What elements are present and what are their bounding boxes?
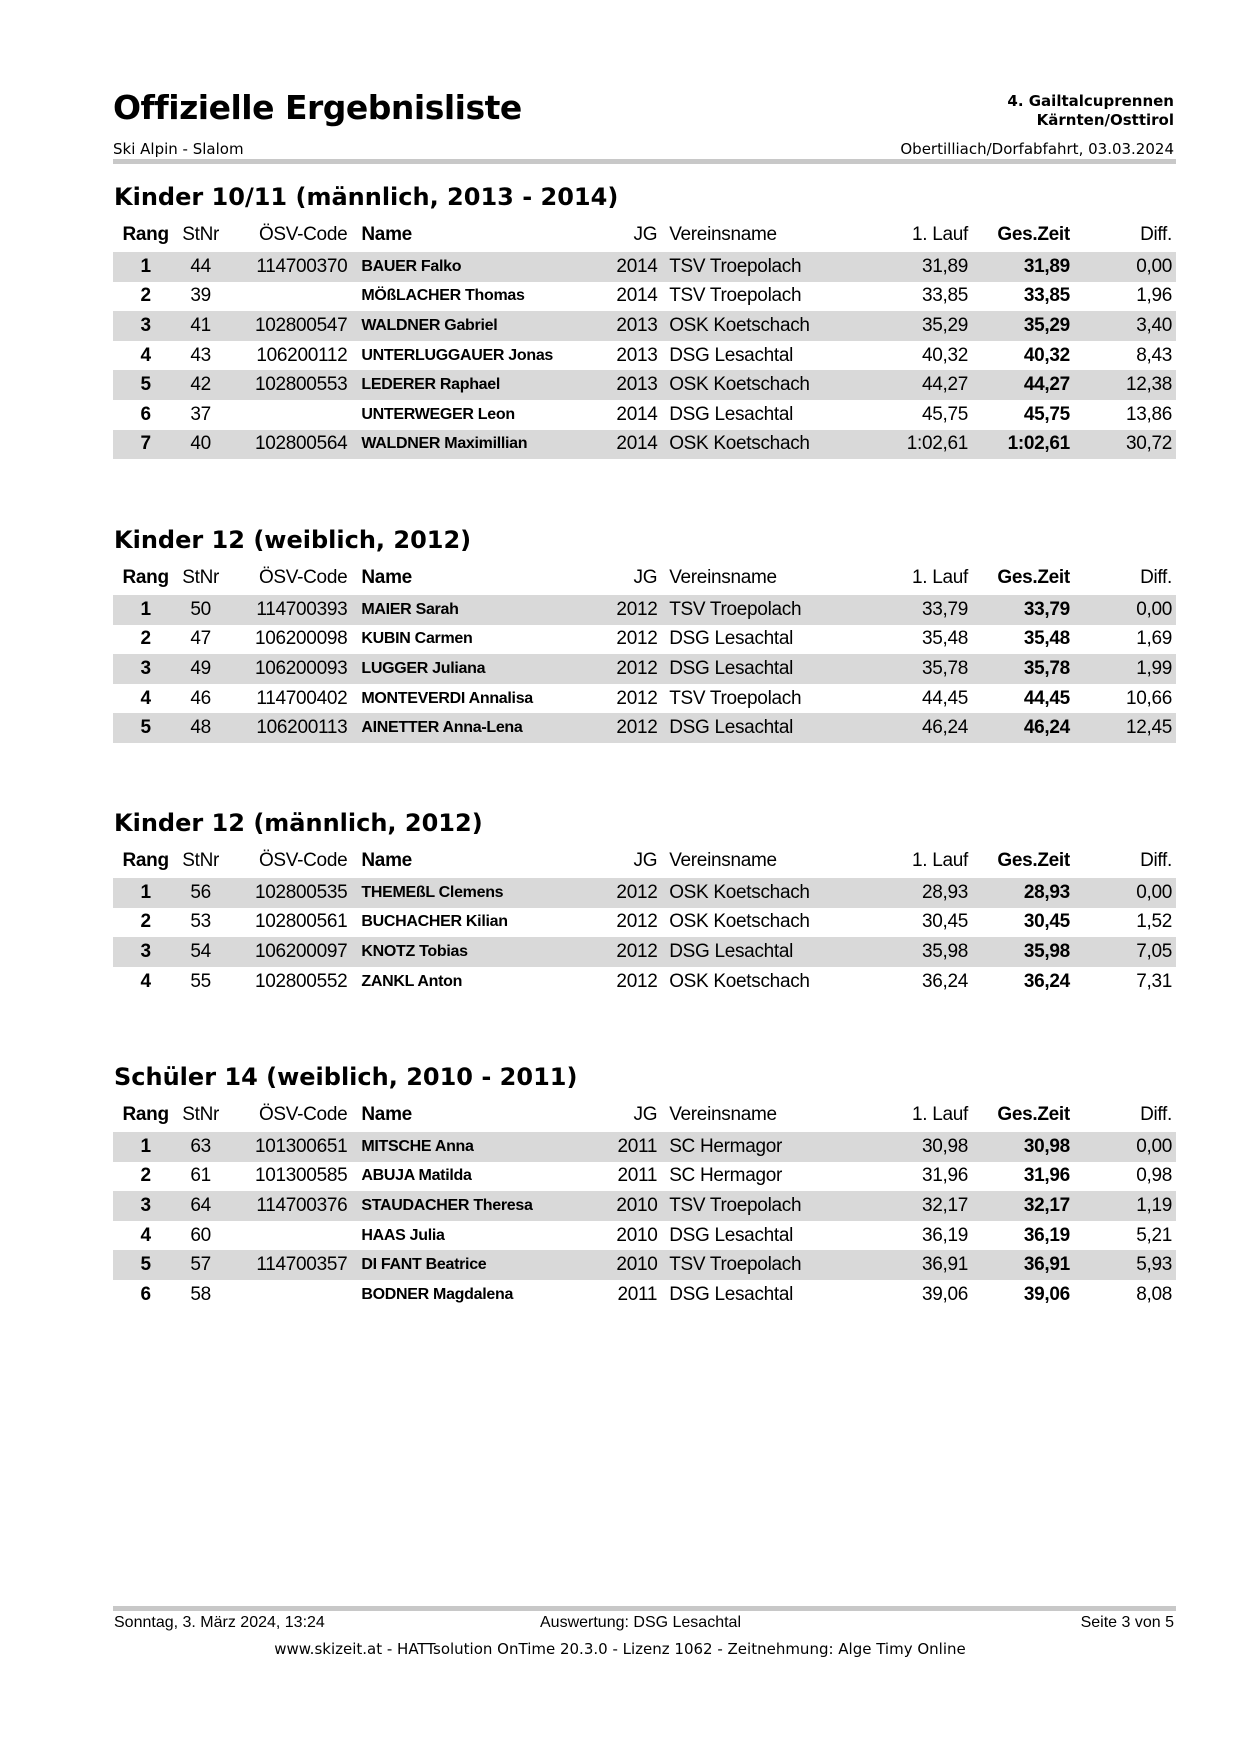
cell-lauf1: 31,96: [921, 1165, 969, 1187]
cell-lauf1: 36,91: [880, 1250, 968, 1280]
cell-verein: DSG Lesachtal: [657, 937, 880, 967]
cell-name: KNOTZ Tobias: [347, 937, 616, 967]
cell-diff: 0,00: [1070, 595, 1176, 625]
cell-lauf1: 35,78: [880, 654, 968, 684]
cell-code: 114700357: [223, 1250, 347, 1280]
cell-lauf1: 28,93: [880, 878, 968, 908]
cell-jg: 2012: [616, 937, 657, 967]
column-header-ges: Ges.Zeit: [997, 1104, 1070, 1125]
cell-stnr: 58: [190, 1283, 211, 1305]
cell-rang: 7: [113, 430, 178, 460]
column-header-diff: Diff.: [1140, 224, 1172, 245]
event-name-line-1: 4. Gailtalcuprennen: [1007, 92, 1174, 110]
section-title: Kinder 12 (männlich, 2012): [114, 809, 483, 837]
cell-stnr: 44: [178, 252, 223, 282]
footer-evaluation: Auswertung: DSG Lesachtal: [540, 1614, 741, 1631]
column-header-code: ÖSV-Code: [258, 224, 348, 245]
cell-rang: 4: [140, 1224, 151, 1246]
column-header-rang: Rang: [122, 1104, 169, 1125]
cell-ges: 1:02,61: [968, 430, 1070, 460]
column-header-ges: Ges.Zeit: [997, 850, 1070, 871]
cell-name: MITSCHE Anna: [347, 1132, 616, 1162]
cell-code: 106200112: [256, 344, 348, 366]
column-header-jg: JG: [633, 1104, 658, 1125]
table-row: [113, 684, 1176, 714]
cell-diff: 7,05: [1070, 937, 1176, 967]
cell-ges: 40,32: [1023, 344, 1070, 366]
table-row: [113, 311, 1176, 341]
cell-jg: 2012: [616, 970, 658, 992]
cell-lauf1: 46,24: [880, 713, 968, 743]
cell-ges: 33,79: [968, 595, 1070, 625]
column-header-jg: JG: [633, 567, 658, 588]
cell-ges: 35,98: [968, 937, 1070, 967]
cell-rang: 1: [113, 252, 178, 282]
results-table: [113, 218, 1176, 459]
cell-code: 114700370: [223, 252, 347, 282]
cell-diff: 8,43: [1136, 344, 1172, 366]
cell-verein: DSG Lesachtal: [669, 628, 794, 650]
cell-name: WALDNER Gabriel: [347, 311, 616, 341]
cell-stnr: 54: [178, 937, 223, 967]
cell-stnr: 40: [178, 430, 223, 460]
cell-ges: 35,78: [968, 654, 1070, 684]
cell-ges: 30,98: [968, 1132, 1070, 1162]
table-row: [113, 625, 1176, 655]
cell-rang: 2: [140, 628, 151, 650]
table-row: [113, 937, 1176, 967]
cell-diff: 0,98: [1136, 1165, 1172, 1187]
cell-ges: 35,29: [968, 311, 1070, 341]
cell-code: 114700376: [223, 1191, 347, 1221]
cell-ges: 31,89: [968, 252, 1070, 282]
table-row: [113, 1250, 1176, 1280]
cell-ges: 32,17: [968, 1191, 1070, 1221]
results-section: [113, 180, 1176, 459]
column-header-stnr: StNr: [182, 567, 220, 588]
cell-diff: 0,00: [1070, 1132, 1176, 1162]
cell-code: 114700402: [256, 687, 348, 709]
table-row: [113, 282, 1176, 312]
table-header-row: [113, 844, 1176, 878]
cell-diff: 30,72: [1070, 430, 1176, 460]
cell-stnr: 37: [190, 403, 211, 425]
cell-rang: 5: [113, 370, 178, 400]
table-row: [113, 1221, 1176, 1251]
cell-stnr: 46: [190, 687, 211, 709]
column-header-lauf1: 1. Lauf: [912, 567, 969, 588]
cell-diff: 8,08: [1136, 1283, 1172, 1305]
column-header-code: ÖSV-Code: [258, 567, 348, 588]
column-header-jg: JG: [633, 850, 658, 871]
cell-code: 102800564: [223, 430, 347, 460]
cell-rang: 3: [113, 311, 178, 341]
cell-stnr: 39: [190, 285, 211, 307]
cell-code: [223, 400, 347, 430]
cell-lauf1: 35,98: [880, 937, 968, 967]
cell-ges: 35,48: [1023, 628, 1070, 650]
column-header-lauf1: 1. Lauf: [912, 1104, 969, 1125]
cell-code: 102800552: [254, 970, 348, 992]
cell-code: [223, 1280, 347, 1310]
cell-verein: DSG Lesachtal: [669, 344, 794, 366]
table-row: [113, 1280, 1176, 1310]
cell-jg: 2010: [616, 1250, 657, 1280]
cell-rang: 2: [140, 285, 151, 307]
cell-stnr: 49: [178, 654, 223, 684]
cell-name: DI FANT Beatrice: [347, 1250, 616, 1280]
cell-jg: 2012: [616, 687, 658, 709]
column-header-verein: Vereinsname: [669, 1104, 777, 1125]
results-section: [113, 806, 1176, 996]
cell-verein: DSG Lesachtal: [657, 713, 880, 743]
table-header-row: [113, 561, 1176, 595]
column-header-code: ÖSV-Code: [258, 1104, 348, 1125]
cell-jg: 2013: [616, 370, 657, 400]
cell-jg: 2014: [616, 403, 658, 425]
cell-lauf1: 1:02,61: [880, 430, 968, 460]
cell-name: BODNER Magdalena: [361, 1285, 514, 1303]
cell-lauf1: 39,06: [921, 1283, 969, 1305]
cell-verein: TSV Troepolach: [669, 285, 802, 307]
table-row: [113, 654, 1176, 684]
cell-stnr: 50: [178, 595, 223, 625]
results-table: [113, 561, 1176, 743]
cell-code: 102800553: [223, 370, 347, 400]
cell-verein: OSK Koetschach: [669, 970, 810, 992]
cell-name: STAUDACHER Theresa: [347, 1191, 616, 1221]
column-header-verein: Vereinsname: [669, 567, 777, 588]
event-name-line-2: Kärnten/Osttirol: [1036, 111, 1174, 129]
column-header-name: Name: [361, 567, 412, 588]
cell-diff: 12,38: [1070, 370, 1176, 400]
cell-verein: OSK Koetschach: [657, 878, 880, 908]
cell-verein: DSG Lesachtal: [669, 1283, 794, 1305]
cell-rang: 2: [140, 1165, 151, 1187]
cell-rang: 1: [113, 878, 178, 908]
event-name: [1007, 92, 1174, 130]
cell-rang: 4: [140, 687, 151, 709]
cell-jg: 2010: [616, 1224, 658, 1246]
cell-jg: 2012: [616, 654, 657, 684]
cell-diff: 7,31: [1136, 970, 1172, 992]
cell-lauf1: 45,75: [921, 403, 969, 425]
cell-lauf1: 33,79: [880, 595, 968, 625]
column-header-name: Name: [361, 224, 412, 245]
cell-diff: 13,86: [1125, 403, 1172, 425]
cell-verein: DSG Lesachtal: [669, 1224, 794, 1246]
table-row: [113, 341, 1176, 371]
cell-verein: DSG Lesachtal: [657, 654, 880, 684]
cell-lauf1: 30,45: [921, 911, 969, 933]
cell-verein: TSV Troepolach: [669, 687, 802, 709]
page-header: [113, 88, 1176, 162]
cell-name: ABUJA Matilda: [361, 1167, 472, 1185]
cell-code: 114700393: [223, 595, 347, 625]
cell-diff: 5,21: [1136, 1224, 1172, 1246]
cell-diff: 1,19: [1070, 1191, 1176, 1221]
cell-lauf1: 44,27: [880, 370, 968, 400]
table-row: [113, 713, 1176, 743]
venue-date: Obertilliach/Dorfabfahrt, 03.03.2024: [900, 140, 1174, 158]
cell-lauf1: 36,19: [921, 1224, 969, 1246]
column-header-rang: Rang: [122, 850, 169, 871]
cell-diff: 12,45: [1070, 713, 1176, 743]
column-header-name: Name: [361, 850, 412, 871]
cell-diff: 1,99: [1070, 654, 1176, 684]
cell-name: ZANKL Anton: [361, 972, 463, 990]
cell-rang: 1: [113, 1132, 178, 1162]
cell-lauf1: 35,29: [880, 311, 968, 341]
column-header-diff: Diff.: [1140, 1104, 1172, 1125]
column-header-name: Name: [361, 1104, 412, 1125]
cell-code: 106200093: [223, 654, 347, 684]
cell-code: 102800547: [223, 311, 347, 341]
cell-name: BAUER Falko: [347, 252, 616, 282]
cell-lauf1: 33,85: [921, 285, 969, 307]
cell-ges: 31,96: [1023, 1165, 1070, 1187]
cell-code: 101300585: [254, 1165, 348, 1187]
cell-diff: 1,69: [1136, 628, 1172, 650]
cell-verein: SC Hermagor: [669, 1165, 783, 1187]
cell-verein: TSV Troepolach: [657, 595, 880, 625]
cell-jg: 2013: [616, 311, 657, 341]
column-header-ges: Ges.Zeit: [997, 567, 1070, 588]
cell-verein: SC Hermagor: [657, 1132, 880, 1162]
cell-ges: 28,93: [968, 878, 1070, 908]
cell-code: [223, 1221, 347, 1251]
cell-stnr: 56: [178, 878, 223, 908]
cell-stnr: 57: [178, 1250, 223, 1280]
column-header-stnr: StNr: [182, 224, 220, 245]
table-row: [113, 878, 1176, 908]
cell-lauf1: 40,32: [921, 344, 969, 366]
cell-verein: OSK Koetschach: [669, 911, 810, 933]
column-header-code: ÖSV-Code: [258, 850, 348, 871]
cell-name: THEMEßL Clemens: [347, 878, 616, 908]
cell-rang: 5: [113, 1250, 178, 1280]
table-row: [113, 1132, 1176, 1162]
cell-stnr: 43: [190, 344, 211, 366]
cell-jg: 2013: [616, 344, 658, 366]
cell-stnr: 64: [178, 1191, 223, 1221]
column-header-rang: Rang: [122, 567, 169, 588]
cell-name: MONTEVERDI Annalisa: [361, 689, 533, 707]
cell-jg: 2012: [616, 713, 657, 743]
cell-jg: 2014: [616, 285, 658, 307]
column-header-lauf1: 1. Lauf: [912, 850, 969, 871]
cell-stnr: 63: [178, 1132, 223, 1162]
cell-verein: TSV Troepolach: [657, 1191, 880, 1221]
cell-jg: 2011: [616, 1132, 657, 1162]
cell-code: 102800561: [254, 911, 348, 933]
footer-datetime: Sonntag, 3. März 2024, 13:24: [114, 1614, 325, 1631]
cell-rang: 5: [113, 713, 178, 743]
cell-code: [223, 282, 347, 312]
table-row: [113, 1162, 1176, 1192]
cell-diff: 0,00: [1070, 252, 1176, 282]
discipline-subtitle: Ski Alpin - Slalom: [113, 140, 244, 158]
cell-verein: OSK Koetschach: [657, 430, 880, 460]
cell-rang: 2: [140, 911, 151, 933]
cell-ges: 36,24: [1023, 970, 1070, 992]
cell-stnr: 55: [190, 970, 211, 992]
cell-ges: 44,45: [1023, 687, 1070, 709]
column-header-jg: JG: [633, 224, 658, 245]
table-row: [113, 252, 1176, 282]
table-row: [113, 430, 1176, 460]
column-header-diff: Diff.: [1140, 567, 1172, 588]
cell-verein: TSV Troepolach: [657, 1250, 880, 1280]
cell-stnr: 61: [190, 1165, 211, 1187]
column-header-stnr: StNr: [182, 1104, 220, 1125]
results-table: [113, 1098, 1176, 1310]
results-section: [113, 523, 1176, 743]
cell-jg: 2012: [616, 911, 658, 933]
cell-lauf1: 36,24: [921, 970, 969, 992]
cell-code: 106200097: [223, 937, 347, 967]
cell-stnr: 60: [190, 1224, 211, 1246]
cell-diff: 5,93: [1070, 1250, 1176, 1280]
cell-code: 106200113: [223, 713, 347, 743]
cell-rang: 4: [140, 344, 151, 366]
cell-diff: 3,40: [1070, 311, 1176, 341]
cell-ges: 44,27: [968, 370, 1070, 400]
cell-name: BUCHACHER Kilian: [361, 913, 508, 931]
cell-jg: 2014: [616, 430, 657, 460]
cell-ges: 39,06: [1023, 1283, 1070, 1305]
cell-jg: 2011: [617, 1283, 658, 1305]
cell-rang: 6: [140, 403, 151, 425]
cell-jg: 2011: [617, 1165, 658, 1187]
column-header-verein: Vereinsname: [669, 224, 777, 245]
cell-name: LUGGER Juliana: [347, 654, 616, 684]
document-title: Offizielle Ergebnisliste: [113, 88, 522, 127]
cell-ges: 45,75: [1023, 403, 1070, 425]
table-row: [113, 908, 1176, 938]
header-divider: [113, 159, 1176, 164]
cell-ges: 46,24: [968, 713, 1070, 743]
cell-diff: 0,00: [1070, 878, 1176, 908]
cell-ges: 36,91: [968, 1250, 1070, 1280]
cell-name: UNTERLUGGAUER Jonas: [361, 346, 554, 364]
cell-code: 106200098: [254, 628, 348, 650]
column-header-rang: Rang: [122, 224, 169, 245]
footer-divider: [113, 1606, 1176, 1611]
cell-diff: 1,96: [1136, 285, 1172, 307]
cell-stnr: 48: [178, 713, 223, 743]
table-header-row: [113, 218, 1176, 252]
column-header-ges: Ges.Zeit: [997, 224, 1070, 245]
cell-lauf1: 35,48: [921, 628, 969, 650]
cell-verein: DSG Lesachtal: [669, 403, 794, 425]
table-row: [113, 1191, 1176, 1221]
section-title: Schüler 14 (weiblich, 2010 - 2011): [114, 1063, 578, 1091]
cell-lauf1: 30,98: [880, 1132, 968, 1162]
cell-diff: 10,66: [1125, 687, 1172, 709]
cell-rang: 1: [113, 595, 178, 625]
cell-jg: 2014: [616, 252, 657, 282]
cell-diff: 1,52: [1136, 911, 1172, 933]
cell-ges: 36,19: [1023, 1224, 1070, 1246]
table-header-row: [113, 1098, 1176, 1132]
cell-jg: 2012: [616, 628, 658, 650]
cell-jg: 2012: [616, 878, 657, 908]
column-header-lauf1: 1. Lauf: [912, 224, 969, 245]
cell-name: MÖßLACHER Thomas: [361, 287, 525, 305]
cell-name: MAIER Sarah: [347, 595, 616, 625]
cell-name: WALDNER Maximillian: [347, 430, 616, 460]
cell-verein: OSK Koetschach: [657, 311, 880, 341]
results-table: [113, 844, 1176, 996]
cell-name: AINETTER Anna-Lena: [347, 713, 616, 743]
section-title: Kinder 12 (weiblich, 2012): [114, 526, 472, 554]
cell-stnr: 53: [190, 911, 211, 933]
cell-rang: 3: [113, 937, 178, 967]
cell-ges: 30,45: [1023, 911, 1070, 933]
cell-verein: OSK Koetschach: [657, 370, 880, 400]
results-section: [113, 1060, 1176, 1310]
column-header-verein: Vereinsname: [669, 850, 777, 871]
table-row: [113, 370, 1176, 400]
cell-jg: 2010: [616, 1191, 657, 1221]
cell-ges: 33,85: [1023, 285, 1070, 307]
cell-rang: 4: [140, 970, 151, 992]
cell-stnr: 41: [178, 311, 223, 341]
cell-code: 102800535: [223, 878, 347, 908]
cell-rang: 3: [113, 654, 178, 684]
cell-name: KUBIN Carmen: [361, 630, 473, 648]
table-row: [113, 595, 1176, 625]
footer-page-number: Seite 3 von 5: [1080, 1614, 1174, 1631]
cell-jg: 2012: [616, 595, 657, 625]
cell-lauf1: 32,17: [880, 1191, 968, 1221]
column-header-stnr: StNr: [182, 850, 220, 871]
cell-lauf1: 44,45: [921, 687, 969, 709]
cell-stnr: 42: [178, 370, 223, 400]
footer-credits: www.skizeit.at - HATTsolution OnTime 20.3.0 - Lizenz 1062 - Zeitnehmung: Alge Timy Online: [274, 1640, 966, 1658]
section-title: Kinder 10/11 (männlich, 2013 - 2014): [114, 183, 619, 211]
cell-name: LEDERER Raphael: [347, 370, 616, 400]
table-row: [113, 400, 1176, 430]
cell-rang: 6: [140, 1283, 151, 1305]
cell-name: HAAS Julia: [361, 1226, 445, 1244]
cell-rang: 3: [113, 1191, 178, 1221]
cell-stnr: 47: [190, 628, 211, 650]
cell-verein: TSV Troepolach: [657, 252, 880, 282]
table-row: [113, 967, 1176, 997]
cell-lauf1: 31,89: [880, 252, 968, 282]
column-header-diff: Diff.: [1140, 850, 1172, 871]
cell-name: UNTERWEGER Leon: [361, 405, 515, 423]
cell-code: 101300651: [223, 1132, 347, 1162]
